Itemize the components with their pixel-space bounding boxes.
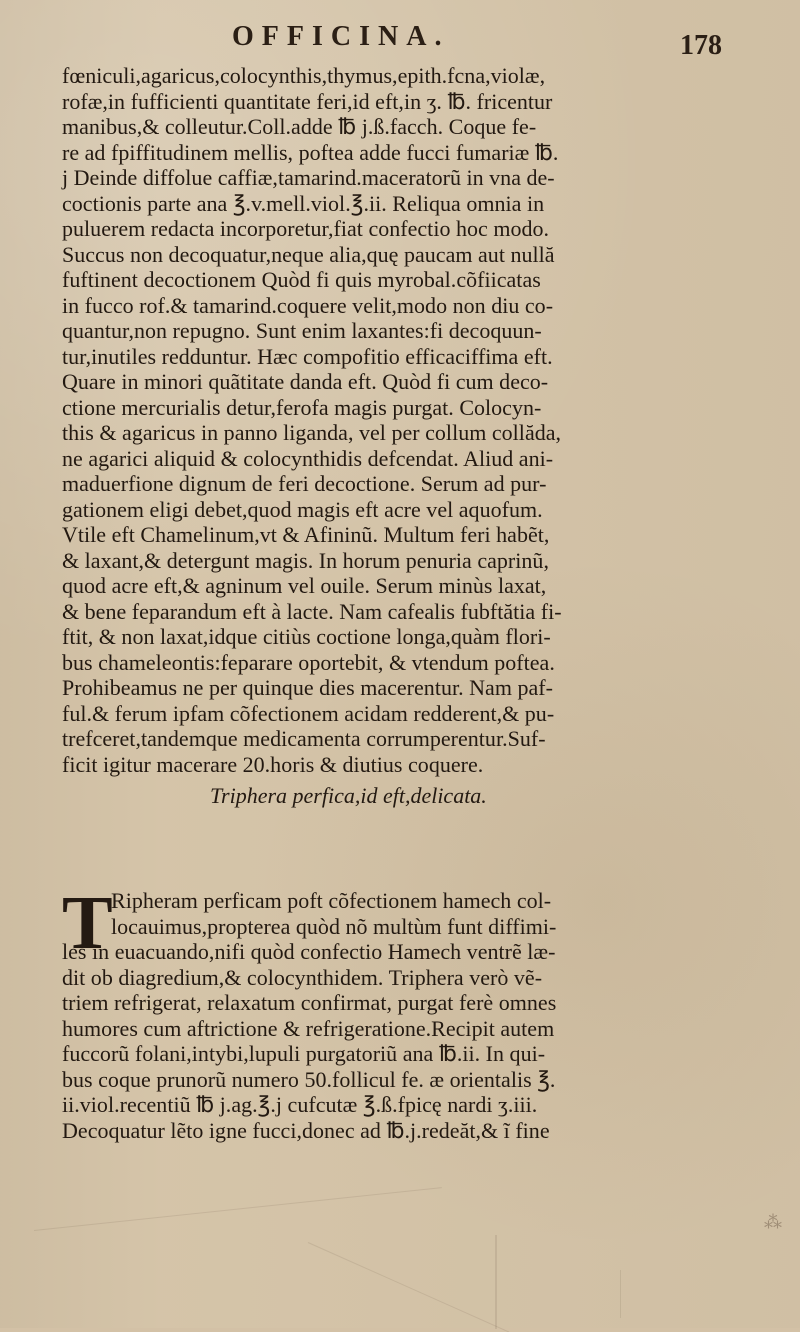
text-line: Ripheram perficam poft cõfectionem hamech col- bbox=[111, 888, 552, 913]
faint-line bbox=[495, 1235, 497, 1329]
second-section-body bbox=[62, 939, 767, 1143]
text-line: rofæ,in fufficienti quantitate feri,id eft,in ʒ. ℔. fricentur bbox=[62, 88, 553, 114]
text-line: gationem eligi debet,quod magis eft acre vel aquofum. bbox=[62, 496, 543, 522]
text-line: bus chameleontis:feparare oportebit, & vtendum poftea. bbox=[62, 649, 555, 675]
show-through-area bbox=[0, 1200, 800, 1328]
text-line: humores cum aftrictione & refrigeratione.Recipit autem bbox=[62, 1015, 555, 1041]
second-section bbox=[62, 881, 767, 1143]
text-line: ne agarici aliquid & colocynthidis defcendat. Aliud ani- bbox=[62, 445, 554, 471]
page-number: 178 bbox=[680, 30, 722, 61]
text-line: Quare in minori quãtitate danda eft. Quòd fi cum deco- bbox=[62, 369, 549, 394]
text-line: fuftinent decoctionem Quòd fi quis myrobal.cõfiicatas bbox=[62, 267, 541, 292]
text-line: dit ob diagredium,& colocynthidem. Triphera verò vẽ- bbox=[62, 964, 543, 990]
drop-cap: T bbox=[62, 881, 113, 965]
text-line: in fucco rof.& tamarind.coquere velit,modo non diu co- bbox=[62, 292, 554, 318]
text-line: coctionis parte ana ℥.v.mell.viol.℥.ii. Reliqua omnia in bbox=[62, 190, 545, 216]
text-line: re ad fpiffitudinem mellis, poftea adde fucci fumariæ ℔. bbox=[62, 139, 559, 165]
faint-line bbox=[308, 1242, 509, 1332]
text-line: puluerem redacta incorporetur,fiat confectio hoc modo. bbox=[62, 216, 550, 241]
text-line: Vtile eft Chamelinum,vt & Afininũ. Multum feri habẽt, bbox=[62, 522, 550, 547]
text-line: Decoquatur lẽto igne fucci,donec ad ℔.j.redeăt,& ĩ fine bbox=[62, 1117, 550, 1143]
text-line: j Deinde diffolue caffiæ,tamarind.maceratorũ in vna de- bbox=[62, 165, 555, 190]
text-line: & bene feparandum eft à lacte. Nam cafealis fubftătia fi- bbox=[62, 598, 562, 624]
text-line: ctione mercurialis detur,ferofa magis purgat. Colocyn- bbox=[62, 394, 542, 420]
page-header bbox=[0, 20, 800, 60]
text-line: les in euacuando,nifi quòd confectio Hamech ventrẽ læ- bbox=[62, 939, 556, 964]
main-text-block bbox=[62, 63, 767, 811]
text-line: this & agaricus in panno liganda, vel per collum collăda, bbox=[62, 420, 562, 445]
text-line: ful.& ferum ipfam cõfectionem acidam redderent,& pu- bbox=[62, 700, 555, 726]
show-through-mark: ⁂ bbox=[764, 1212, 782, 1232]
text-line: ftit, & non laxat,idque citiùs coctione longa,quàm flori- bbox=[62, 624, 551, 649]
text-line: locauimus,propterea quòd nõ multùm funt diffimi- bbox=[111, 913, 557, 939]
text-line: manibus,& colleutur.Coll.adde ℔ j.ß.facch. Coque fe- bbox=[62, 114, 537, 139]
text-line: ficit igitur macerare 20.horis & diutius coquere. bbox=[62, 751, 484, 777]
text-line: maduerfione dignum de feri decoctione. Serum ad pur- bbox=[62, 471, 547, 496]
text-line: triem refrigerat, relaxatum confirmat, purgat ferè omnes bbox=[62, 990, 557, 1015]
faint-line bbox=[620, 1270, 621, 1318]
text-line: bus coque prunorũ numero 50.follicul fe. æ orientalis ℥. bbox=[62, 1066, 556, 1092]
faint-line bbox=[34, 1187, 442, 1231]
dropcap-indented-lines bbox=[111, 888, 767, 939]
text-line: Succus non decoquatur,neque alia,quę paucam aut nullă bbox=[62, 241, 555, 267]
text-line: fœniculi,agaricus,colocynthis,thymus,epith.fcna,violæ, bbox=[62, 63, 546, 88]
section-caption: Triphera perfica,id eft,delicata. bbox=[210, 783, 487, 808]
text-line: quantur,non repugno. Sunt enim laxantes:fi decoquun- bbox=[62, 318, 542, 343]
running-head: OFFICINA. bbox=[232, 21, 450, 52]
text-line: fuccorũ folani,intybi,lupuli purgatoriũ ana ℔.ii. In qui- bbox=[62, 1041, 546, 1066]
text-line: tur,inutiles redduntur. Hæc compofitio efficaciffima eft. bbox=[62, 343, 553, 369]
text-line: trefceret,tandemque medicamenta corrumperentur.Suf- bbox=[62, 726, 546, 751]
text-line: quod acre eft,& agninum vel ouile. Serum minùs laxat, bbox=[62, 573, 547, 598]
text-line: ii.viol.recentiũ ℔ j.ag.℥.j cufcutæ ℥.ß.fpicę nardi ʒ.iii. bbox=[62, 1092, 538, 1117]
text-line: & laxant,& detergunt magis. In horum penuria caprinũ, bbox=[62, 547, 549, 573]
text-line: Prohibeamus ne per quinque dies macerentur. Nam paf- bbox=[62, 675, 553, 700]
